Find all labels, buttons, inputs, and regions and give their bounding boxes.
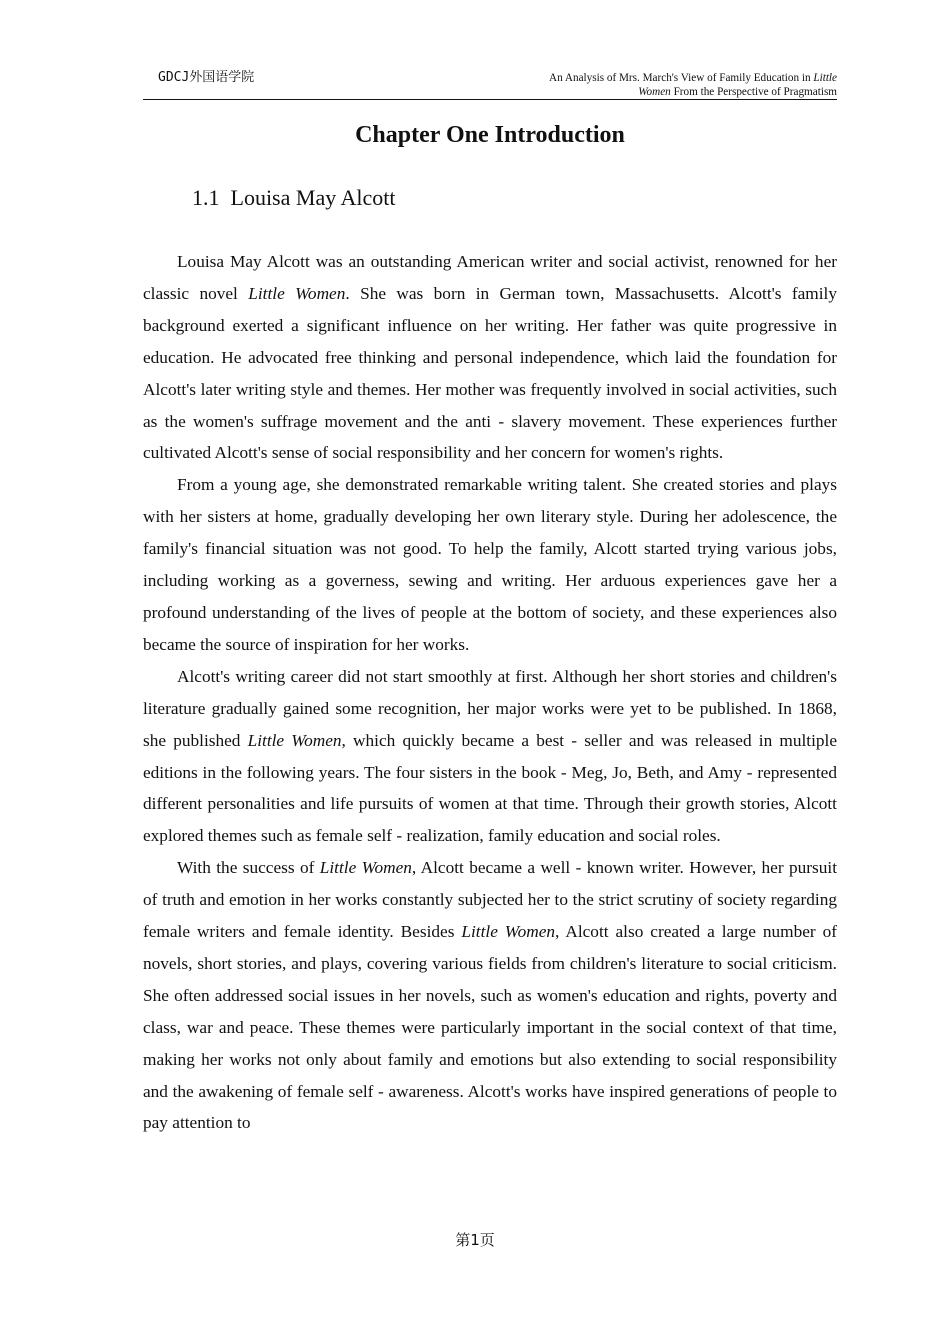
paragraph-2 xyxy=(143,469,837,660)
paragraph-1 xyxy=(143,246,837,469)
paragraph-text: Alcott's writing career did not start smoothly at first. Although her short stories and children's literature gradually gained some recognition, her major works were yet to be published. In 1868, she published xyxy=(143,666,837,750)
book-title: Little Women xyxy=(247,730,342,750)
header-title-italic-a: Little xyxy=(813,72,837,84)
body-text xyxy=(143,246,837,1139)
header-title-suffix: From the Perspective of Pragmatism xyxy=(670,86,837,98)
section-number: 1.1 xyxy=(192,185,220,210)
paragraph-text: . She was born in German town, Massachusetts. Alcott's family background exerted a significant influence on her writing. Her father was quite progressive in education. He advocated free thinking and personal independence, which laid the foundation for Alcott's later writing style and themes. Her mother was frequently involved in social activities, such as the women's suffrage movement and the anti - slavery movement. These experiences further cultivated Alcott's sense of social responsibility and her concern for women's rights. xyxy=(143,283,837,463)
paragraph-3 xyxy=(143,661,837,852)
paragraph-4 xyxy=(143,852,837,1139)
paragraph-text: , Alcott also created a large number of novels, short stories, and plays, covering various fields from children's literature to social criticism. She often addressed social issues in her novels, such as women's education and rights, poverty and class, war and peace. These themes were particularly important in the social context of that time, making her works not only about family and emotions but also extending to social responsibility and the awakening of female self - awareness. Alcott's works have inspired generations of people to pay attention to xyxy=(143,922,837,1133)
paragraph-text: With the success of xyxy=(177,858,320,878)
book-title: Little Women xyxy=(319,858,412,878)
section-heading xyxy=(192,182,395,214)
chapter-title: Chapter One Introduction xyxy=(355,122,625,148)
paragraph-text: Louisa May Alcott was an outstanding American writer and social activist, renowned for her classic novel xyxy=(143,252,837,303)
header-thesis-title xyxy=(477,71,837,99)
section-title: Louisa May Alcott xyxy=(230,185,396,210)
book-title: Little Women xyxy=(248,283,346,303)
header-title-italic-b: Women xyxy=(638,86,671,98)
header-institution: GDCJ外国语学院 xyxy=(158,70,255,85)
paragraph-text: , which quickly became a best - seller and was released in multiple editions in the following years. The four sisters in the book - Meg, Jo, Beth, and Amy - represented different personalities and life pursuits of women at that time. Through their growth stories, Alcott explored themes such as female self - realization, family education and social roles. xyxy=(143,730,838,846)
book-title: Little Women xyxy=(461,922,556,942)
header-title-part: An Analysis of Mrs. March's View of Family Education in xyxy=(549,72,814,84)
paragraph-text: From a young age, she demonstrated remarkable writing talent. She created stories and plays with her sisters at home, gradually developing her own literary style. During her adolescence, the family's financial situation was not good. To help the family, Alcott started trying various jobs, including working as a governess, sewing and writing. Her arduous experiences gave her a profound understanding of the lives of people at the bottom of society, and these experiences also became the source of inspiration for her works. xyxy=(143,475,837,654)
header-rule xyxy=(143,99,837,100)
page-number: 第1页 xyxy=(455,1231,495,1249)
paragraph-text: , Alcott became a well - known writer. However, her pursuit of truth and emotion in her works constantly subjected her to the strict scrutiny of society regarding female writers and female identity. Besides xyxy=(143,858,837,942)
